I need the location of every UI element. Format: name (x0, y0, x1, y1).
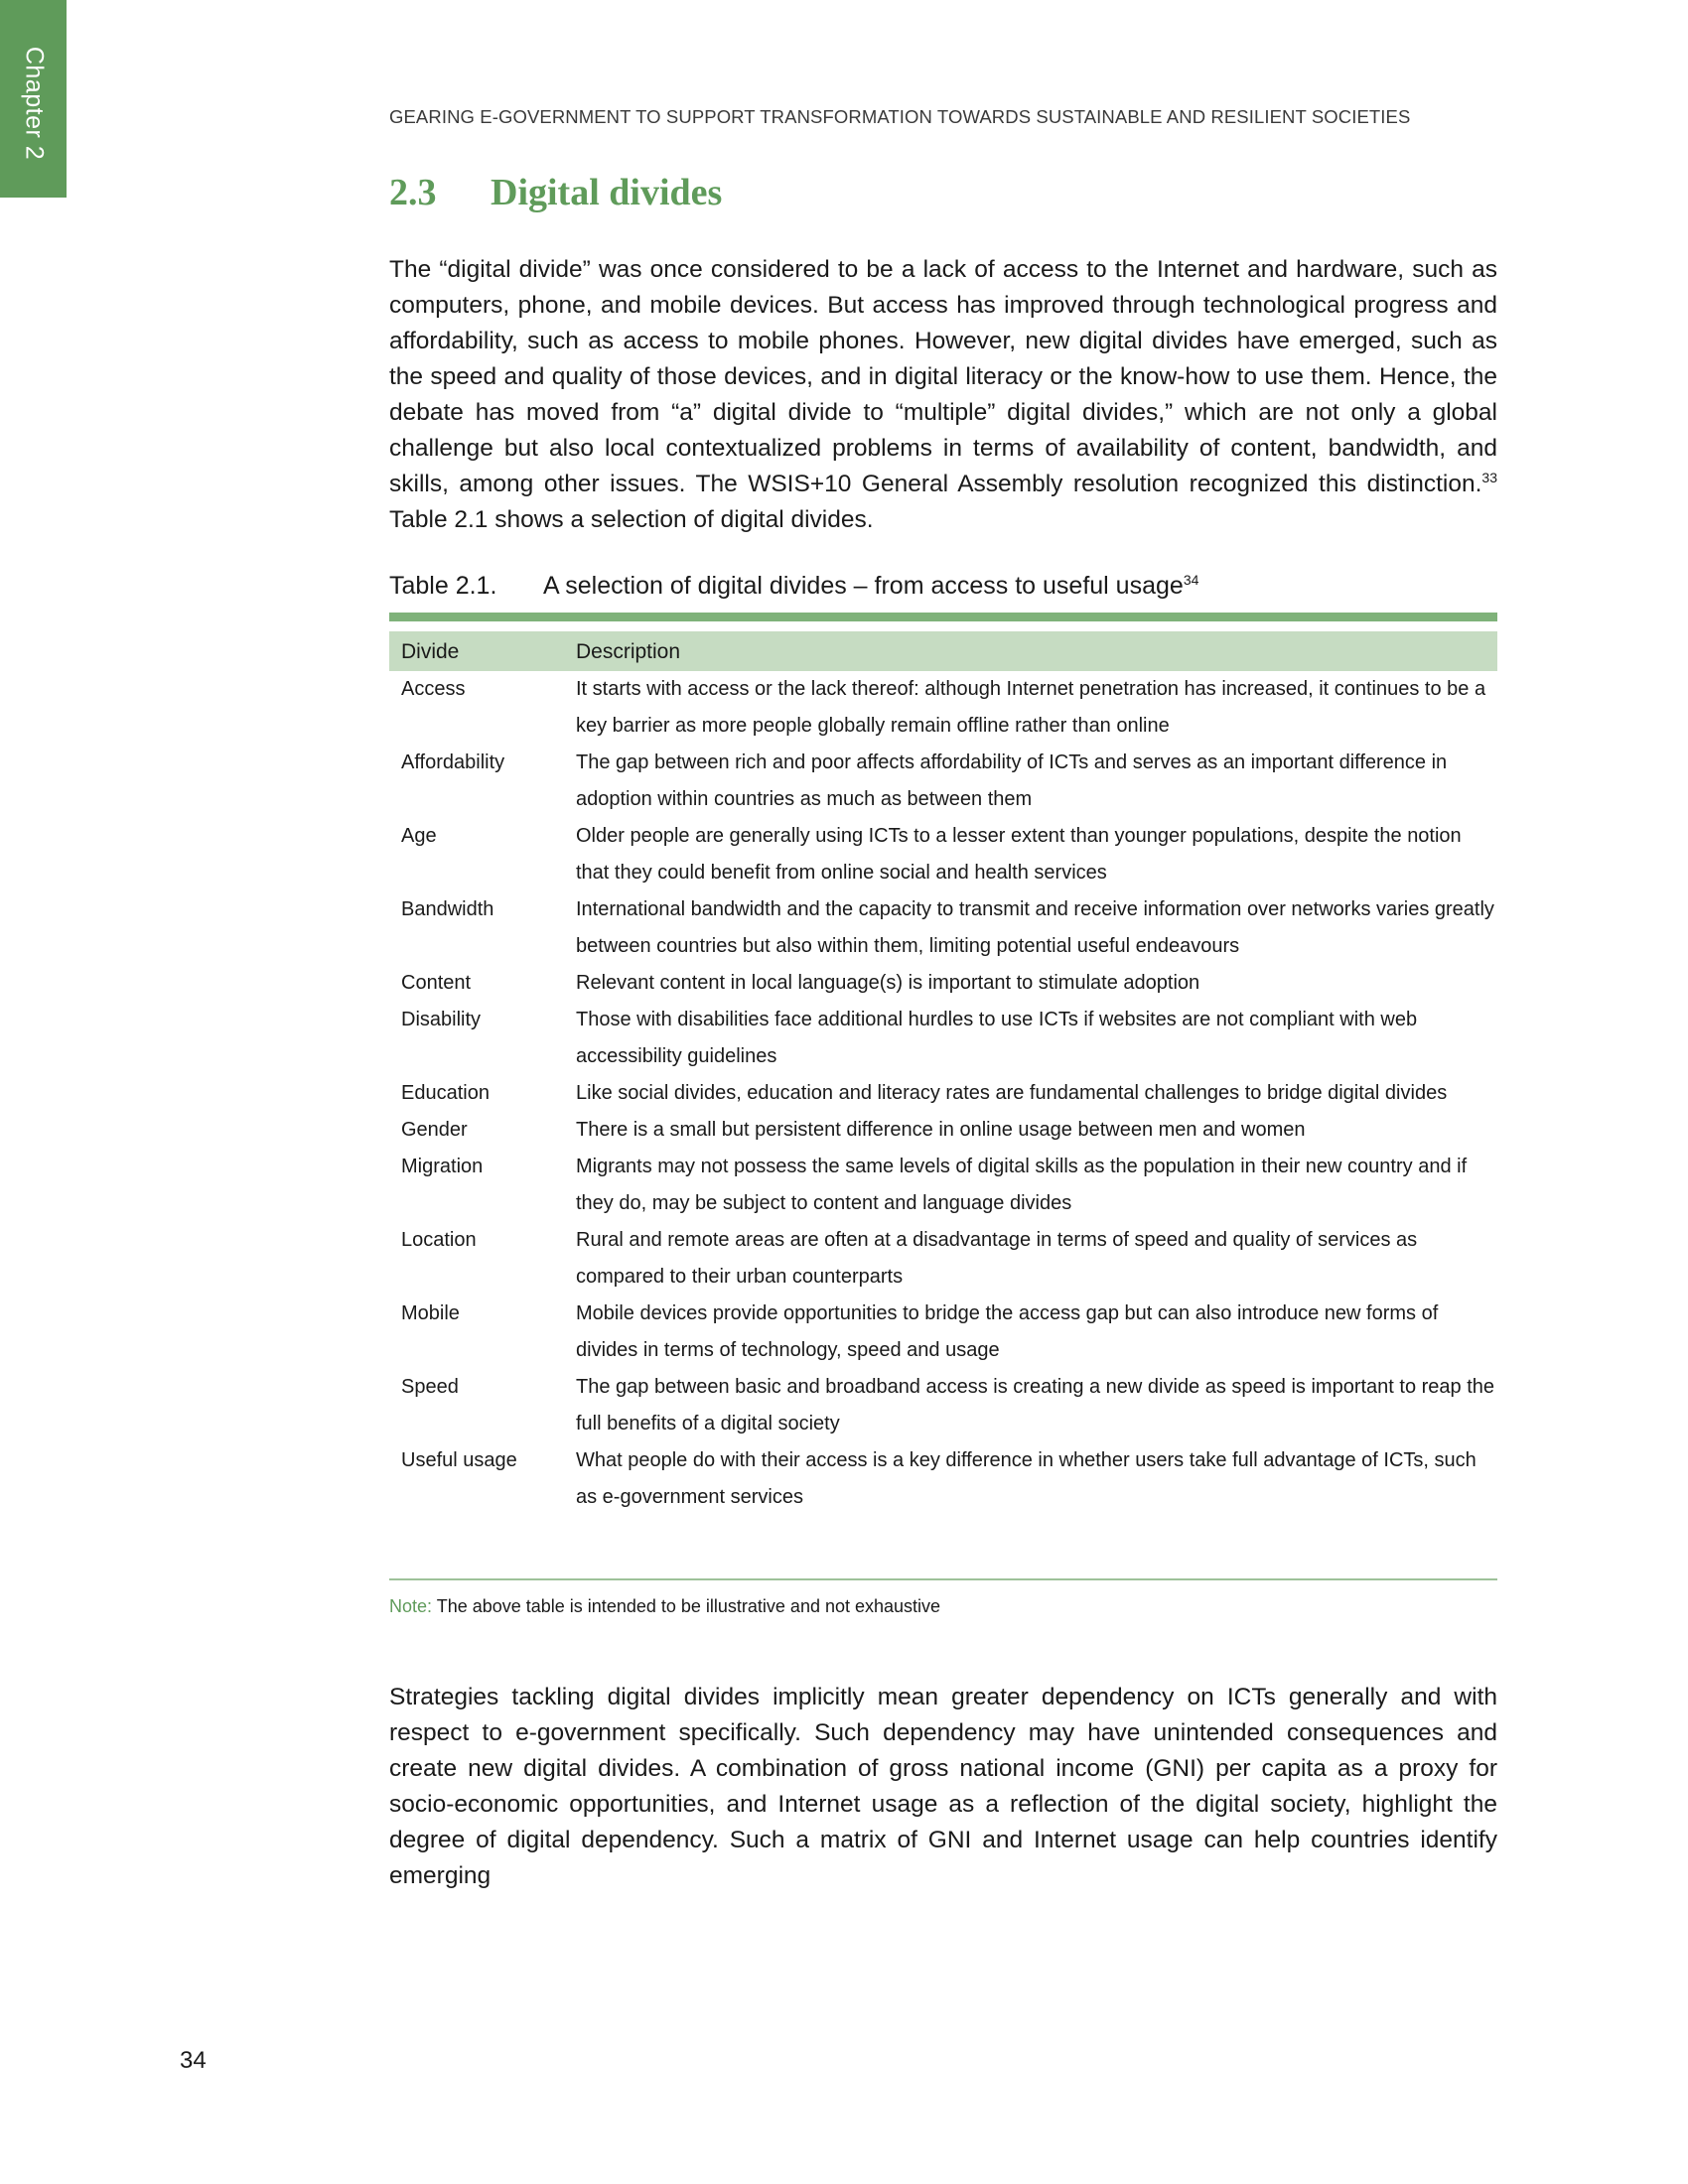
divide-cell: Access (401, 678, 466, 700)
description-cell: Rural and remote areas are often at a disadvantage in terms of speed and quality of services as compared to their urban counterparts (576, 1229, 1418, 1288)
description-cell: It starts with access or the lack thereof: although Internet penetration has increased, it continues to be a key barrier as more people globally remain offline rather than online (576, 678, 1486, 737)
table-row (389, 1149, 1497, 1222)
divide-cell: Affordability (401, 751, 505, 773)
header-divide: Divide (389, 631, 564, 671)
description-cell: Migrants may not possess the same levels of digital skills as the population in their new country and if they do, may be subject to content and language divides (576, 1156, 1468, 1214)
table-row (389, 671, 1497, 745)
table-header-row (389, 631, 1497, 671)
description-cell: What people do with their access is a key difference in whether users take full advantage of ICTs, such as e-government services (576, 1449, 1477, 1508)
table-row (389, 891, 1497, 965)
divide-cell: Gender (401, 1119, 468, 1141)
table-top-bar (389, 613, 1497, 621)
divide-cell: Bandwidth (401, 898, 494, 920)
description-cell: The gap between rich and poor affects affordability of ICTs and serves as an important difference in adoption within countries as much as between them (576, 751, 1448, 810)
running-head: GEARING E-GOVERNMENT TO SUPPORT TRANSFORMATION TOWARDS SUSTAINABLE AND RESILIENT SOCIETIES (389, 106, 1411, 127)
description-cell: Those with disabilities face additional hurdles to use ICTs if websites are not compliant with web accessibility guidelines (576, 1009, 1418, 1067)
divide-cell: Age (401, 825, 437, 847)
table-caption (389, 572, 1198, 601)
strategies-paragraph: Strategies tackling digital divides implicitly mean greater dependency on ICTs generally and with respect to e-government specifically. Such dependency may have unintended consequences and create new digital divides. A combination of gross national income (GNI) per capita as a proxy for socio-economic opportunities, and Internet usage as a reflection of the digital society, highlight the degree of digital dependency. Such a matrix of GNI and Internet usage can help countries identify emerging (389, 1684, 1497, 1889)
footnote-ref-34[interactable]: 34 (1183, 572, 1199, 588)
table-row (389, 1002, 1497, 1075)
divide-cell: Speed (401, 1376, 459, 1398)
note-text: The above table is intended to be illustrative and not exhaustive (432, 1596, 941, 1616)
table-row (389, 1222, 1497, 1296)
table-row (389, 1296, 1497, 1369)
table-row (389, 1369, 1497, 1442)
divide-cell: Disability (401, 1009, 482, 1030)
section-number: 2.3 (389, 172, 437, 213)
description-cell: Mobile devices provide opportunities to bridge the access gap but can also introduce new forms of divides in terms of technology, speed and usage (576, 1302, 1439, 1361)
divide-cell: Useful usage (401, 1449, 517, 1471)
intro-paragraph-text: The “digital divide” was once considered to be a lack of access to the Internet and hardware, such as computers, phone, and mobile devices. But access has improved through technological progress and affordability, such as access to mobile phones. However, new digital divides have emerged, such as the speed and quality of those devices, and in digital literacy or the know-how to use them. Hence, the debate has moved from “a” digital divide to “multiple” digital divides,” which are not only a global challenge but also local contextualized problems in terms of availability of content, bandwidth, and skills, among other issues. The WSIS+10 General Assembly resolution recognized this distinction. (389, 256, 1497, 497)
page-number: 34 (180, 2047, 207, 2074)
table-row (389, 745, 1497, 818)
footnote-ref-33[interactable]: 33 (1481, 470, 1497, 485)
description-cell: Older people are generally using ICTs to a lesser extent than younger populations, despite the notion that they could benefit from online social and health services (576, 825, 1462, 884)
divide-cell: Location (401, 1229, 477, 1251)
description-cell: Relevant content in local language(s) is important to stimulate adoption (576, 972, 1200, 994)
section-title-text: Digital divides (491, 172, 723, 213)
description-cell: The gap between basic and broadband access is creating a new divide as speed is important to reap the full benefits of a digital society (576, 1376, 1495, 1434)
description-cell: Like social divides, education and literacy rates are fundamental challenges to bridge digital divides (576, 1082, 1448, 1104)
divide-cell: Content (401, 972, 472, 994)
intro-paragraph (389, 252, 1497, 538)
chapter-tab-label: Chapter 2 (20, 46, 48, 161)
intro-paragraph-tail: Table 2.1 shows a selection of digital divides. (389, 506, 874, 533)
divide-cell: Mobile (401, 1302, 460, 1324)
table-bottom-rule (389, 1578, 1497, 1580)
section-title (389, 171, 722, 214)
description-cell: International bandwidth and the capacity to transmit and receive information over networks varies greatly between countries but also within them, limiting potential useful endeavours (576, 898, 1494, 957)
table-row (389, 965, 1497, 1002)
table-label: Table 2.1. (389, 572, 497, 600)
table-note (389, 1596, 940, 1617)
table-caption-text: A selection of digital divides – from access to useful usage (543, 572, 1184, 600)
table-row (389, 818, 1497, 891)
header-description: Description (564, 631, 1497, 671)
chapter-tab (0, 0, 67, 198)
table-row (389, 1112, 1497, 1149)
note-label: Note: (389, 1596, 433, 1616)
description-cell: There is a small but persistent difference in online usage between men and women (576, 1119, 1306, 1141)
table-row (389, 1442, 1497, 1528)
digital-divides-table (389, 631, 1497, 1528)
divide-cell: Education (401, 1082, 490, 1104)
divide-cell: Migration (401, 1156, 484, 1177)
table-row (389, 1075, 1497, 1112)
